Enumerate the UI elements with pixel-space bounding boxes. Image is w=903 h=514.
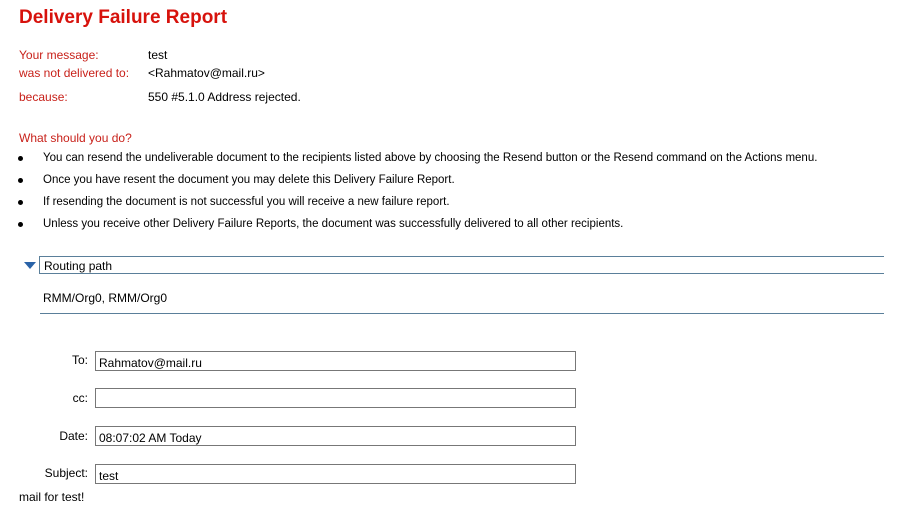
your-message-value: test <box>148 48 168 62</box>
collapse-triangle-icon[interactable] <box>24 262 36 269</box>
to-label: To: <box>71 353 88 367</box>
because-label: because: <box>19 90 68 104</box>
bullet-icon <box>18 156 23 161</box>
subject-field[interactable] <box>95 464 576 484</box>
date-label: Date: <box>59 429 88 443</box>
message-body: mail for test! <box>19 490 85 504</box>
bullet-icon <box>18 200 23 205</box>
report-title: Delivery Failure Report <box>19 7 228 28</box>
failure-reason: 550 #5.1.0 Address rejected. <box>148 90 301 104</box>
cc-field[interactable] <box>95 388 576 408</box>
date-field[interactable] <box>95 426 576 446</box>
what-should-you-do-heading: What should you do? <box>19 131 132 145</box>
routing-path-section-header[interactable]: Routing path <box>39 256 884 274</box>
subject-label: Subject: <box>44 466 88 480</box>
bullet-icon <box>18 222 23 227</box>
your-message-label: Your message: <box>19 48 99 62</box>
recipient-address: <Rahmatov@mail.ru> <box>148 66 265 80</box>
cc-label: cc: <box>72 391 88 405</box>
to-field[interactable] <box>95 351 576 371</box>
bullet-icon <box>18 178 23 183</box>
routing-path-value: RMM/Org0, RMM/Org0 <box>43 291 168 305</box>
section-divider <box>40 313 884 314</box>
not-delivered-label: was not delivered to: <box>19 66 130 80</box>
